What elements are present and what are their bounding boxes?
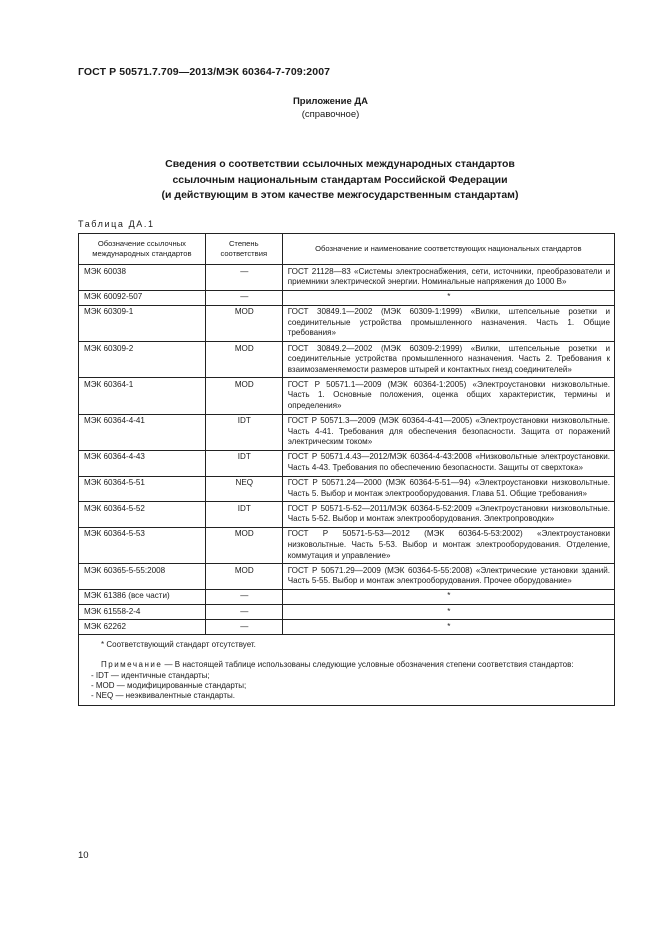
degree-cell: NEQ bbox=[205, 476, 282, 502]
degree-cell: — bbox=[205, 265, 282, 291]
table-row bbox=[79, 342, 615, 378]
column-header-intl: Обозначение ссылочных международных стандартов bbox=[79, 234, 206, 265]
note-item: - NEQ — неэквивалентные стандарты. bbox=[91, 691, 235, 701]
note-item: - IDT — идентичные стандарты; bbox=[91, 670, 210, 680]
annex-subtitle: (справочное) bbox=[301, 108, 360, 120]
degree-cell: — bbox=[205, 290, 282, 305]
table-row bbox=[79, 527, 615, 563]
intl-standard-cell: МЭК 60038 bbox=[79, 265, 206, 291]
degree-cell: IDT bbox=[205, 450, 282, 476]
annex-heading bbox=[0, 96, 661, 121]
intl-standard-cell: МЭК 60365-5-55:2008 bbox=[79, 564, 206, 590]
table-row bbox=[79, 589, 615, 604]
table-row bbox=[79, 564, 615, 590]
note-paragraph bbox=[87, 660, 608, 670]
degree-cell: — bbox=[205, 605, 282, 620]
intl-standard-cell: МЭК 60364-1 bbox=[79, 378, 206, 414]
title-line: (и действующим в этом качестве межгосударственным стандартам) bbox=[161, 189, 519, 201]
note-text: — В настоящей таблице использованы следующие условные обозначения степени соответствия стандартов: bbox=[162, 660, 574, 670]
table-header-row bbox=[79, 234, 615, 265]
page-number: 10 bbox=[78, 850, 89, 861]
table-row bbox=[79, 476, 615, 502]
footnote: * Соответствующий стандарт отсутствует. bbox=[101, 640, 256, 650]
table-row bbox=[79, 305, 615, 341]
intl-standard-cell: МЭК 60092-507 bbox=[79, 290, 206, 305]
table-row bbox=[79, 414, 615, 450]
table-row bbox=[79, 378, 615, 414]
intl-standard-cell: МЭК 60364-4-43 bbox=[79, 450, 206, 476]
intl-standard-cell: МЭК 60309-2 bbox=[79, 342, 206, 378]
table-row bbox=[79, 502, 615, 528]
intl-standard-cell: МЭК 61558-2-4 bbox=[79, 605, 206, 620]
section-title bbox=[130, 157, 550, 204]
national-standard-cell: * bbox=[282, 605, 614, 620]
table-row bbox=[79, 290, 615, 305]
table-notes bbox=[79, 635, 615, 706]
national-standard-cell: * bbox=[282, 620, 614, 635]
national-standard-cell: ГОСТ Р 50571-5-53—2012 (МЭК 60364-5-53:2002) «Электроустановки низковольтные. Часть 5-53. Выбор и монтаж электрооборудования. Отделение, коммутация и управление» bbox=[282, 527, 614, 563]
column-header-national: Обозначение и наименование соответствующих национальных стандартов bbox=[282, 234, 614, 265]
national-standard-cell: ГОСТ Р 50571-5-52—2011/МЭК 60364-5-52:2009 «Электроустановки низковольтные. Часть 5-52. Выбор и монтаж электрооборудования. Электропроводки» bbox=[282, 502, 614, 528]
note-item: - MOD — модифицированные стандарты; bbox=[91, 680, 247, 690]
annex-title: Приложение ДА bbox=[292, 96, 369, 107]
intl-standard-cell: МЭК 62262 bbox=[79, 620, 206, 635]
standards-table bbox=[78, 233, 615, 706]
degree-cell: MOD bbox=[205, 342, 282, 378]
table-row bbox=[79, 605, 615, 620]
national-standard-cell: * bbox=[282, 290, 614, 305]
national-standard-cell: ГОСТ 30849.1—2002 (МЭК 60309-1:1999) «Вилки, штепсельные розетки и соединительные устройства промышленного назначения. Часть 1. Общие требования» bbox=[282, 305, 614, 341]
document-header: ГОСТ Р 50571.7.709—2013/МЭК 60364-7-709:2007 bbox=[78, 66, 331, 78]
national-standard-cell: ГОСТ 30849.2—2002 (МЭК 60309-2:1999) «Вилки, штепсельные розетки и соединительные устройства промышленного назначения. Часть 2. Требования к взаимозаменяемости размеров штырей и контактных гнезд соединителей» bbox=[282, 342, 614, 378]
national-standard-cell: ГОСТ Р 50571.24—2000 (МЭК 60364-5-51—94) «Электроустановки низковольтные. Часть 5. Выбор и монтаж электрооборудования. Глава 51. Общие требования» bbox=[282, 476, 614, 502]
national-standard-cell: ГОСТ Р 50571.1—2009 (МЭК 60364-1:2005) «Электроустановки низковольтные. Часть 1. Основные положения, оценка общих характеристик, термины и определения» bbox=[282, 378, 614, 414]
degree-cell: MOD bbox=[205, 305, 282, 341]
degree-cell: MOD bbox=[205, 378, 282, 414]
title-line: Сведения о соответствии ссылочных международных стандартов bbox=[165, 158, 515, 170]
degree-cell: IDT bbox=[205, 414, 282, 450]
intl-standard-cell: МЭК 60309-1 bbox=[79, 305, 206, 341]
degree-cell: IDT bbox=[205, 502, 282, 528]
national-standard-cell: ГОСТ Р 50571.29—2009 (МЭК 60364-5-55:2008) «Электрические установки зданий. Часть 5-55. Выбор и монтаж электрооборудования. Прочее оборудование» bbox=[282, 564, 614, 590]
table-row bbox=[79, 620, 615, 635]
note-label: Примечание bbox=[101, 660, 163, 670]
degree-cell: MOD bbox=[205, 564, 282, 590]
column-header-degree: Степень соответствия bbox=[205, 234, 282, 265]
national-standard-cell: ГОСТ 21128—83 «Системы электроснабжения, сети, источники, преобразователи и приемники электрической энергии. Номинальные напряжения до 1000 В» bbox=[282, 265, 614, 291]
national-standard-cell: ГОСТ Р 50571.4.43—2012/МЭК 60364-4-43:2008 «Низковольтные электроустановки. Часть 4-43. Требования по обеспечению безопасности. Защиты от сверхтока» bbox=[282, 450, 614, 476]
degree-cell: — bbox=[205, 589, 282, 604]
national-standard-cell: ГОСТ Р 50571.3—2009 (МЭК 60364-4-41—2005) «Электроустановки низковольтные. Часть 4-41. Требования для обеспечения безопасности. Защита от поражений электрическим током» bbox=[282, 414, 614, 450]
table-footer-row bbox=[79, 635, 615, 706]
intl-standard-cell: МЭК 60364-5-52 bbox=[79, 502, 206, 528]
intl-standard-cell: МЭК 60364-4-41 bbox=[79, 414, 206, 450]
intl-standard-cell: МЭК 61386 (все части) bbox=[79, 589, 206, 604]
table-caption: Таблица ДА.1 bbox=[78, 219, 155, 229]
degree-cell: — bbox=[205, 620, 282, 635]
title-line: ссылочным национальным стандартам Российской Федерации bbox=[172, 173, 508, 186]
degree-cell: MOD bbox=[205, 527, 282, 563]
intl-standard-cell: МЭК 60364-5-53 bbox=[79, 527, 206, 563]
table-body bbox=[79, 265, 615, 635]
table-row bbox=[79, 450, 615, 476]
intl-standard-cell: МЭК 60364-5-51 bbox=[79, 476, 206, 502]
table-row bbox=[79, 265, 615, 291]
national-standard-cell: * bbox=[282, 589, 614, 604]
